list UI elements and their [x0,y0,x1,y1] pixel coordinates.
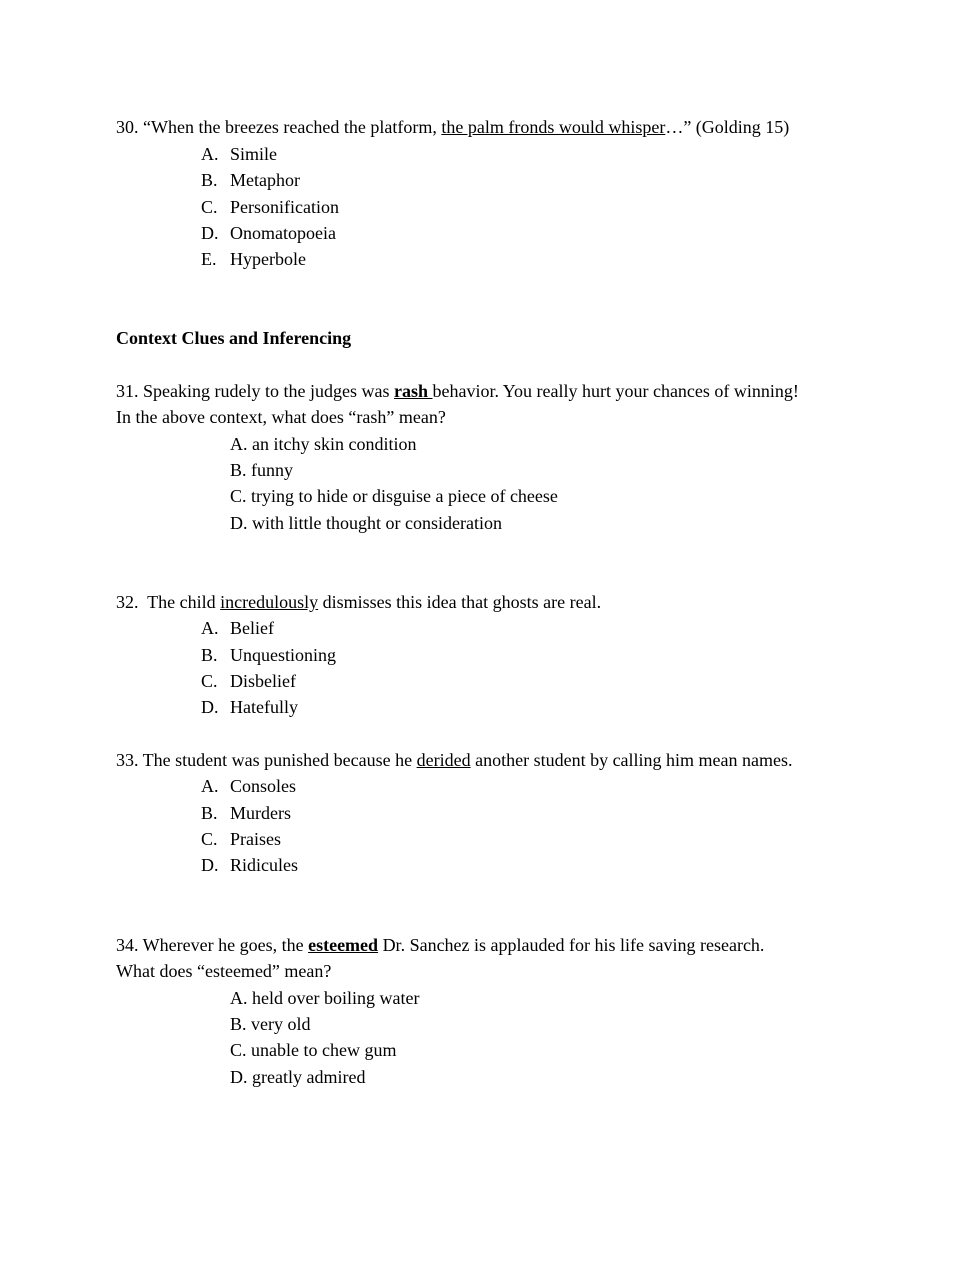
option-text: Onomatopoeia [230,223,336,243]
q31-option: D. with little thought or consideration [230,513,502,533]
question-33-stem [116,747,793,773]
question-34-stem [116,932,764,958]
option-text: Belief [230,618,274,638]
question-34-prompt: What does “esteemed” mean? [116,961,332,981]
q34-prefix: 34. Wherever he goes, the [116,935,309,955]
option-letter: D. [201,697,219,717]
option-text: Ridicules [230,855,298,875]
option-letter: C. [201,829,218,849]
option-text: Personification [230,197,339,217]
option-text: Unquestioning [230,645,336,665]
q34-option: C. unable to chew gum [230,1040,397,1060]
option-letter: B. [201,803,218,823]
option-text: Simile [230,144,278,164]
option-text: Disbelief [230,671,296,691]
option-letter: B. [201,170,218,190]
option-letter: C. [201,671,218,691]
option-letter: C. [201,197,218,217]
q33-prefix: 33. The student was punished because he [116,750,417,770]
q31-option: A. an itchy skin condition [230,434,417,454]
q34-keyword: esteemed [308,935,379,955]
question-31-prompt: In the above context, what does “rash” mean? [116,407,446,427]
option-letter: A. [201,776,219,796]
q31-suffix: behavior. You really hurt your chances of winning! [432,381,799,401]
q32-underlined-word: incredulously [220,592,319,612]
q30-underlined-phrase: the palm fronds would whisper [441,117,666,137]
q32-prefix: 32. The child [116,592,221,612]
q30-prefix: 30. “When the breezes reached the platform, [116,117,442,137]
q31-option: C. trying to hide or disguise a piece of cheese [230,486,558,506]
question-32-stem [116,589,601,615]
option-letter: E. [201,249,217,269]
q30-suffix: …” (Golding 15) [665,117,790,137]
q34-option: B. very old [230,1014,311,1034]
question-30-stem [116,114,789,140]
q34-option: D. greatly admired [230,1067,366,1087]
option-letter: A. [201,144,219,164]
option-text: Metaphor [230,170,300,190]
q33-suffix: another student by calling him mean names. [470,750,793,770]
option-letter: D. [201,855,219,875]
option-text: Consoles [230,776,297,796]
q32-suffix: dismisses this idea that ghosts are real. [318,592,602,612]
q34-suffix: Dr. Sanchez is applauded for his life saving research. [378,935,765,955]
option-text: Praises [230,829,281,849]
option-text: Hatefully [230,697,298,717]
q31-keyword: rash [393,381,433,401]
option-letter: D. [201,223,219,243]
option-letter: B. [201,645,218,665]
q33-underlined-word: derided [416,750,471,770]
question-31-stem [116,378,799,404]
q31-option: B. funny [230,460,293,480]
q31-prefix: 31. Speaking rudely to the judges was [116,381,394,401]
option-text: Murders [230,803,291,823]
option-letter: A. [201,618,219,638]
section-heading: Context Clues and Inferencing [116,328,352,348]
option-text: Hyperbole [230,249,306,269]
q34-option: A. held over boiling water [230,988,420,1008]
